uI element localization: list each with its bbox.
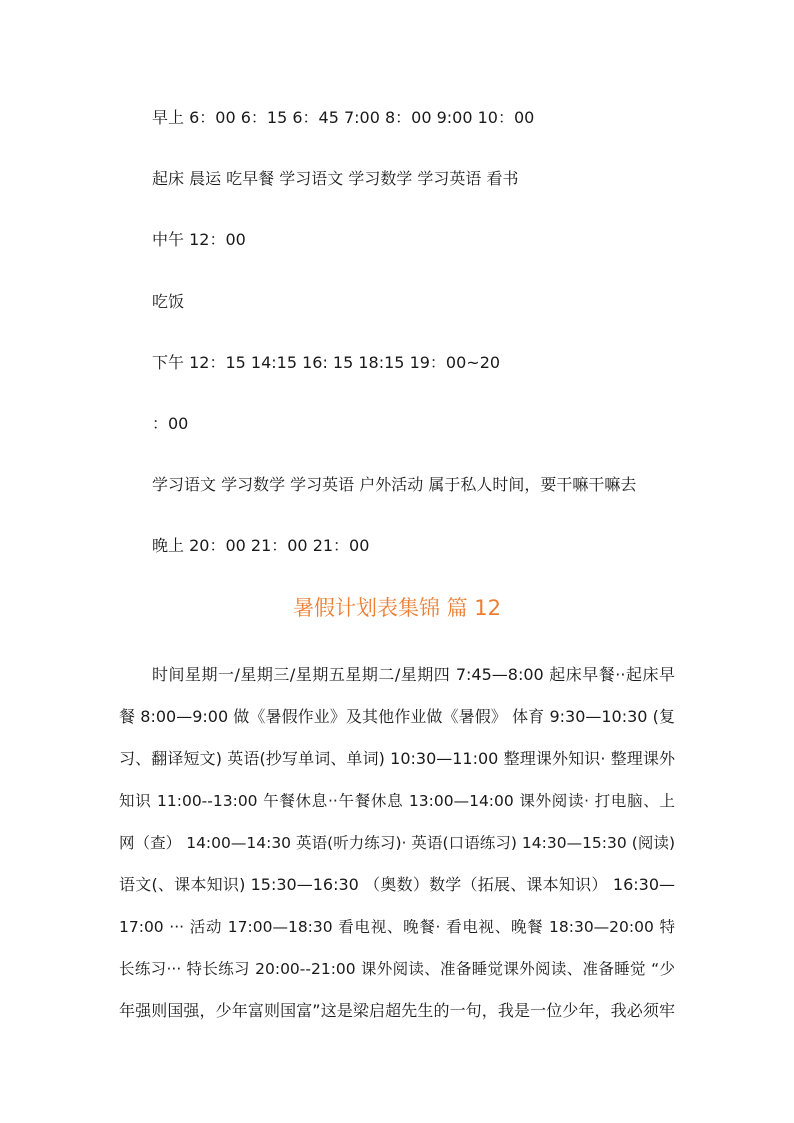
schedule-noon-activity: 吃饭 [152,292,185,311]
schedule-afternoon-activities: 学习语文 学习数学 学习英语 户外活动 属于私人时间，要干嘛干嘛去 [152,475,637,494]
plan-paragraph [119,654,675,1032]
paragraph-line: 语文(、课本知识) 15:30—16:30 （奥数）数学（拓展、课本知识） 16:30— [119,875,675,894]
paragraph-line: 知识 11:00--13:00 午餐休息··午餐休息 13:00—14:00 课外阅读· 打电脑、上 [119,792,675,810]
paragraph-line: 网（查） 14:00—14:30 英语(听力练习)· 英语(口语练习) 14:30—15:30 (阅读) [119,834,675,852]
paragraph-line: 年强则国强，少年富则国富”这是梁启超先生的一句，我是一位少年，我必须牢 [119,1001,675,1020]
paragraph-line: 长练习··· 特长练习 20:00--21:00 课外阅读、准备睡觉课外阅读、准备睡觉 “少 [119,960,675,978]
schedule-morning-activities: 起床 晨运 吃早餐 学习语文 学习数学 学习英语 看书 [152,169,519,188]
schedule-afternoon-times: 下午 12：15 14:15 16: 15 18:15 19：00~20 [152,353,501,372]
schedule-evening-times: 晚上 20：00 21：00 21：00 [152,536,370,555]
schedule-noon-time: 中午 12：00 [152,230,246,249]
paragraph-line: 时间星期一/星期三/星期五星期二/星期四 7:45—8:00 起床早餐··起床早 [152,665,675,684]
section-title: 暑假计划表集锦 篇 12 [292,596,502,620]
paragraph-line: 17:00 ··· 活动 17:00—18:30 看电视、晚餐· 看电视、晚餐 18:30—20:00 特 [119,918,675,936]
paragraph-line: 习、翻译短文) 英语(抄写单词、单词) 10:30—11:00 整理课外知识· 整理课外 [119,749,675,768]
paragraph-line: 餐 8:00—9:00 做《暑假作业》及其他作业做《暑假》 体育 9:30—10:30 (复 [119,707,675,726]
schedule-morning-times: 早上 6：00 6：15 6：45 7:00 8：00 9:00 10：00 [152,108,535,127]
schedule-afternoon-times-continued: ：00 [152,414,189,433]
